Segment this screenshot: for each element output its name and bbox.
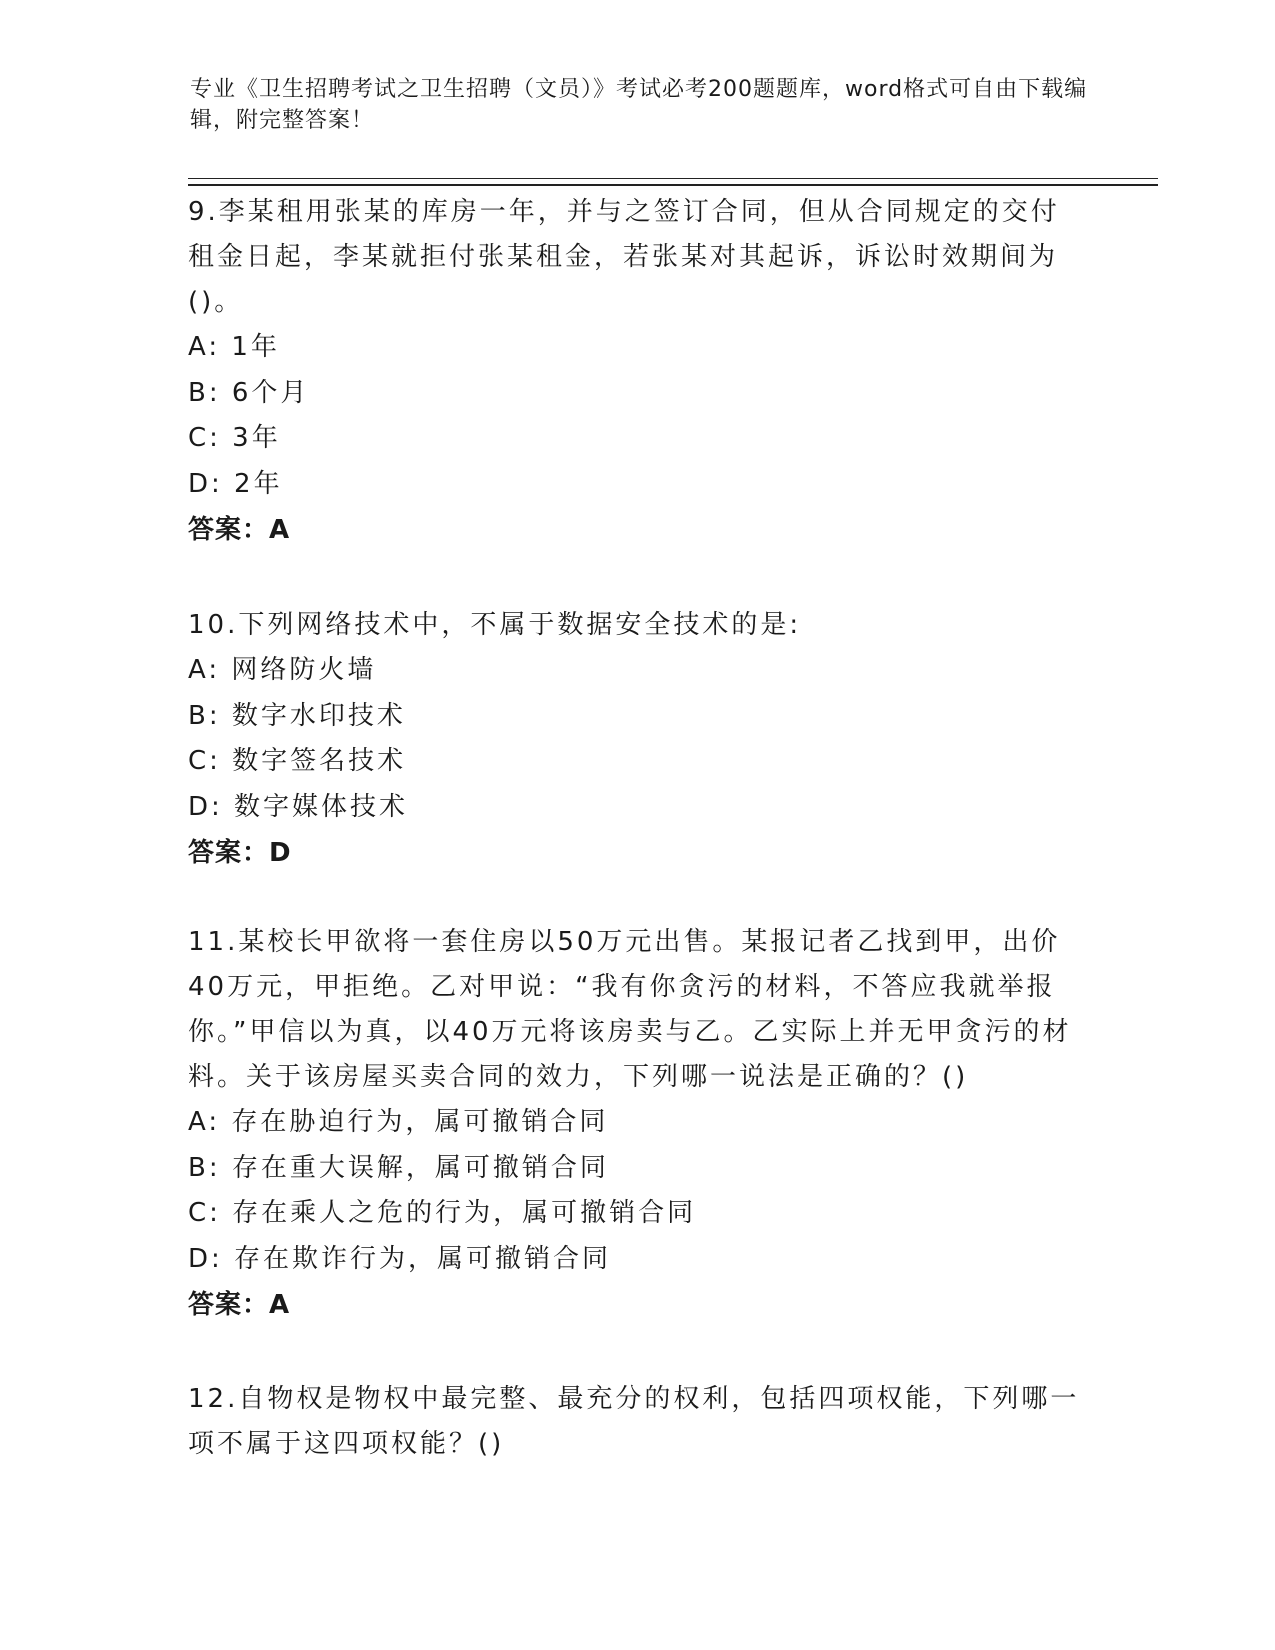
header-divider-thin [188,178,1158,179]
option-a: A: 存在胁迫行为，属可撤销合同 [188,1107,609,1137]
question-stem: 10.下列网络技术中，不属于数据安全技术的是: [188,610,802,640]
option-b: B: 存在重大误解，属可撤销合同 [188,1152,609,1183]
option-a: A: 网络防火墙 [188,655,377,685]
header-divider-thick [188,184,1158,186]
question-stem: 12.自物权是物权中最完整、最充分的权利，包括四项权能，下列哪一项不属于这四项权能？() [188,1384,1080,1459]
answer-line: 答案：D [188,838,292,868]
option-c: C: 存在乘人之危的行为，属可撤销合同 [188,1198,697,1228]
option-d: D: 数字媒体技术 [188,791,409,822]
question-12 [188,1377,1088,1467]
option-b: B: 数字水印技术 [188,700,406,731]
answer-line: 答案：A [188,515,291,545]
option-d: D: 2年 [188,468,283,499]
option-d: D: 存在欺诈行为，属可撤销合同 [188,1243,612,1274]
option-c: C: 数字签名技术 [188,746,407,776]
question-stem: 11.某校长甲欲将一套住房以50万元出售。某报记者乙找到甲，出价40万元，甲拒绝。乙对甲说：“我有你贪污的材料，不答应我就举报你。”甲信以为真，以40万元将该房卖与乙。乙实际上并无甲贪污的材料。关于该房屋买卖合同的效力，下列哪一说法是正确的？() [188,927,1072,1092]
document-header: 专业《卫生招聘考试之卫生招聘（文员）》考试必考200题题库，word格式可自由下载编辑，附完整答案！ [190,77,1088,133]
option-c: C: 3年 [188,423,281,453]
question-9 [188,190,1088,553]
question-10 [188,603,1088,876]
answer-line: 答案：A [188,1290,291,1320]
option-a: A: 1年 [188,332,280,362]
question-11 [188,920,1088,1328]
question-stem: 9.李某租用张某的库房一年，并与之签订合同，但从合同规定的交付租金日起，李某就拒付张某租金，若张某对其起诉，诉讼时效期间为()。 [188,197,1060,317]
option-b: B: 6个月 [188,377,310,408]
